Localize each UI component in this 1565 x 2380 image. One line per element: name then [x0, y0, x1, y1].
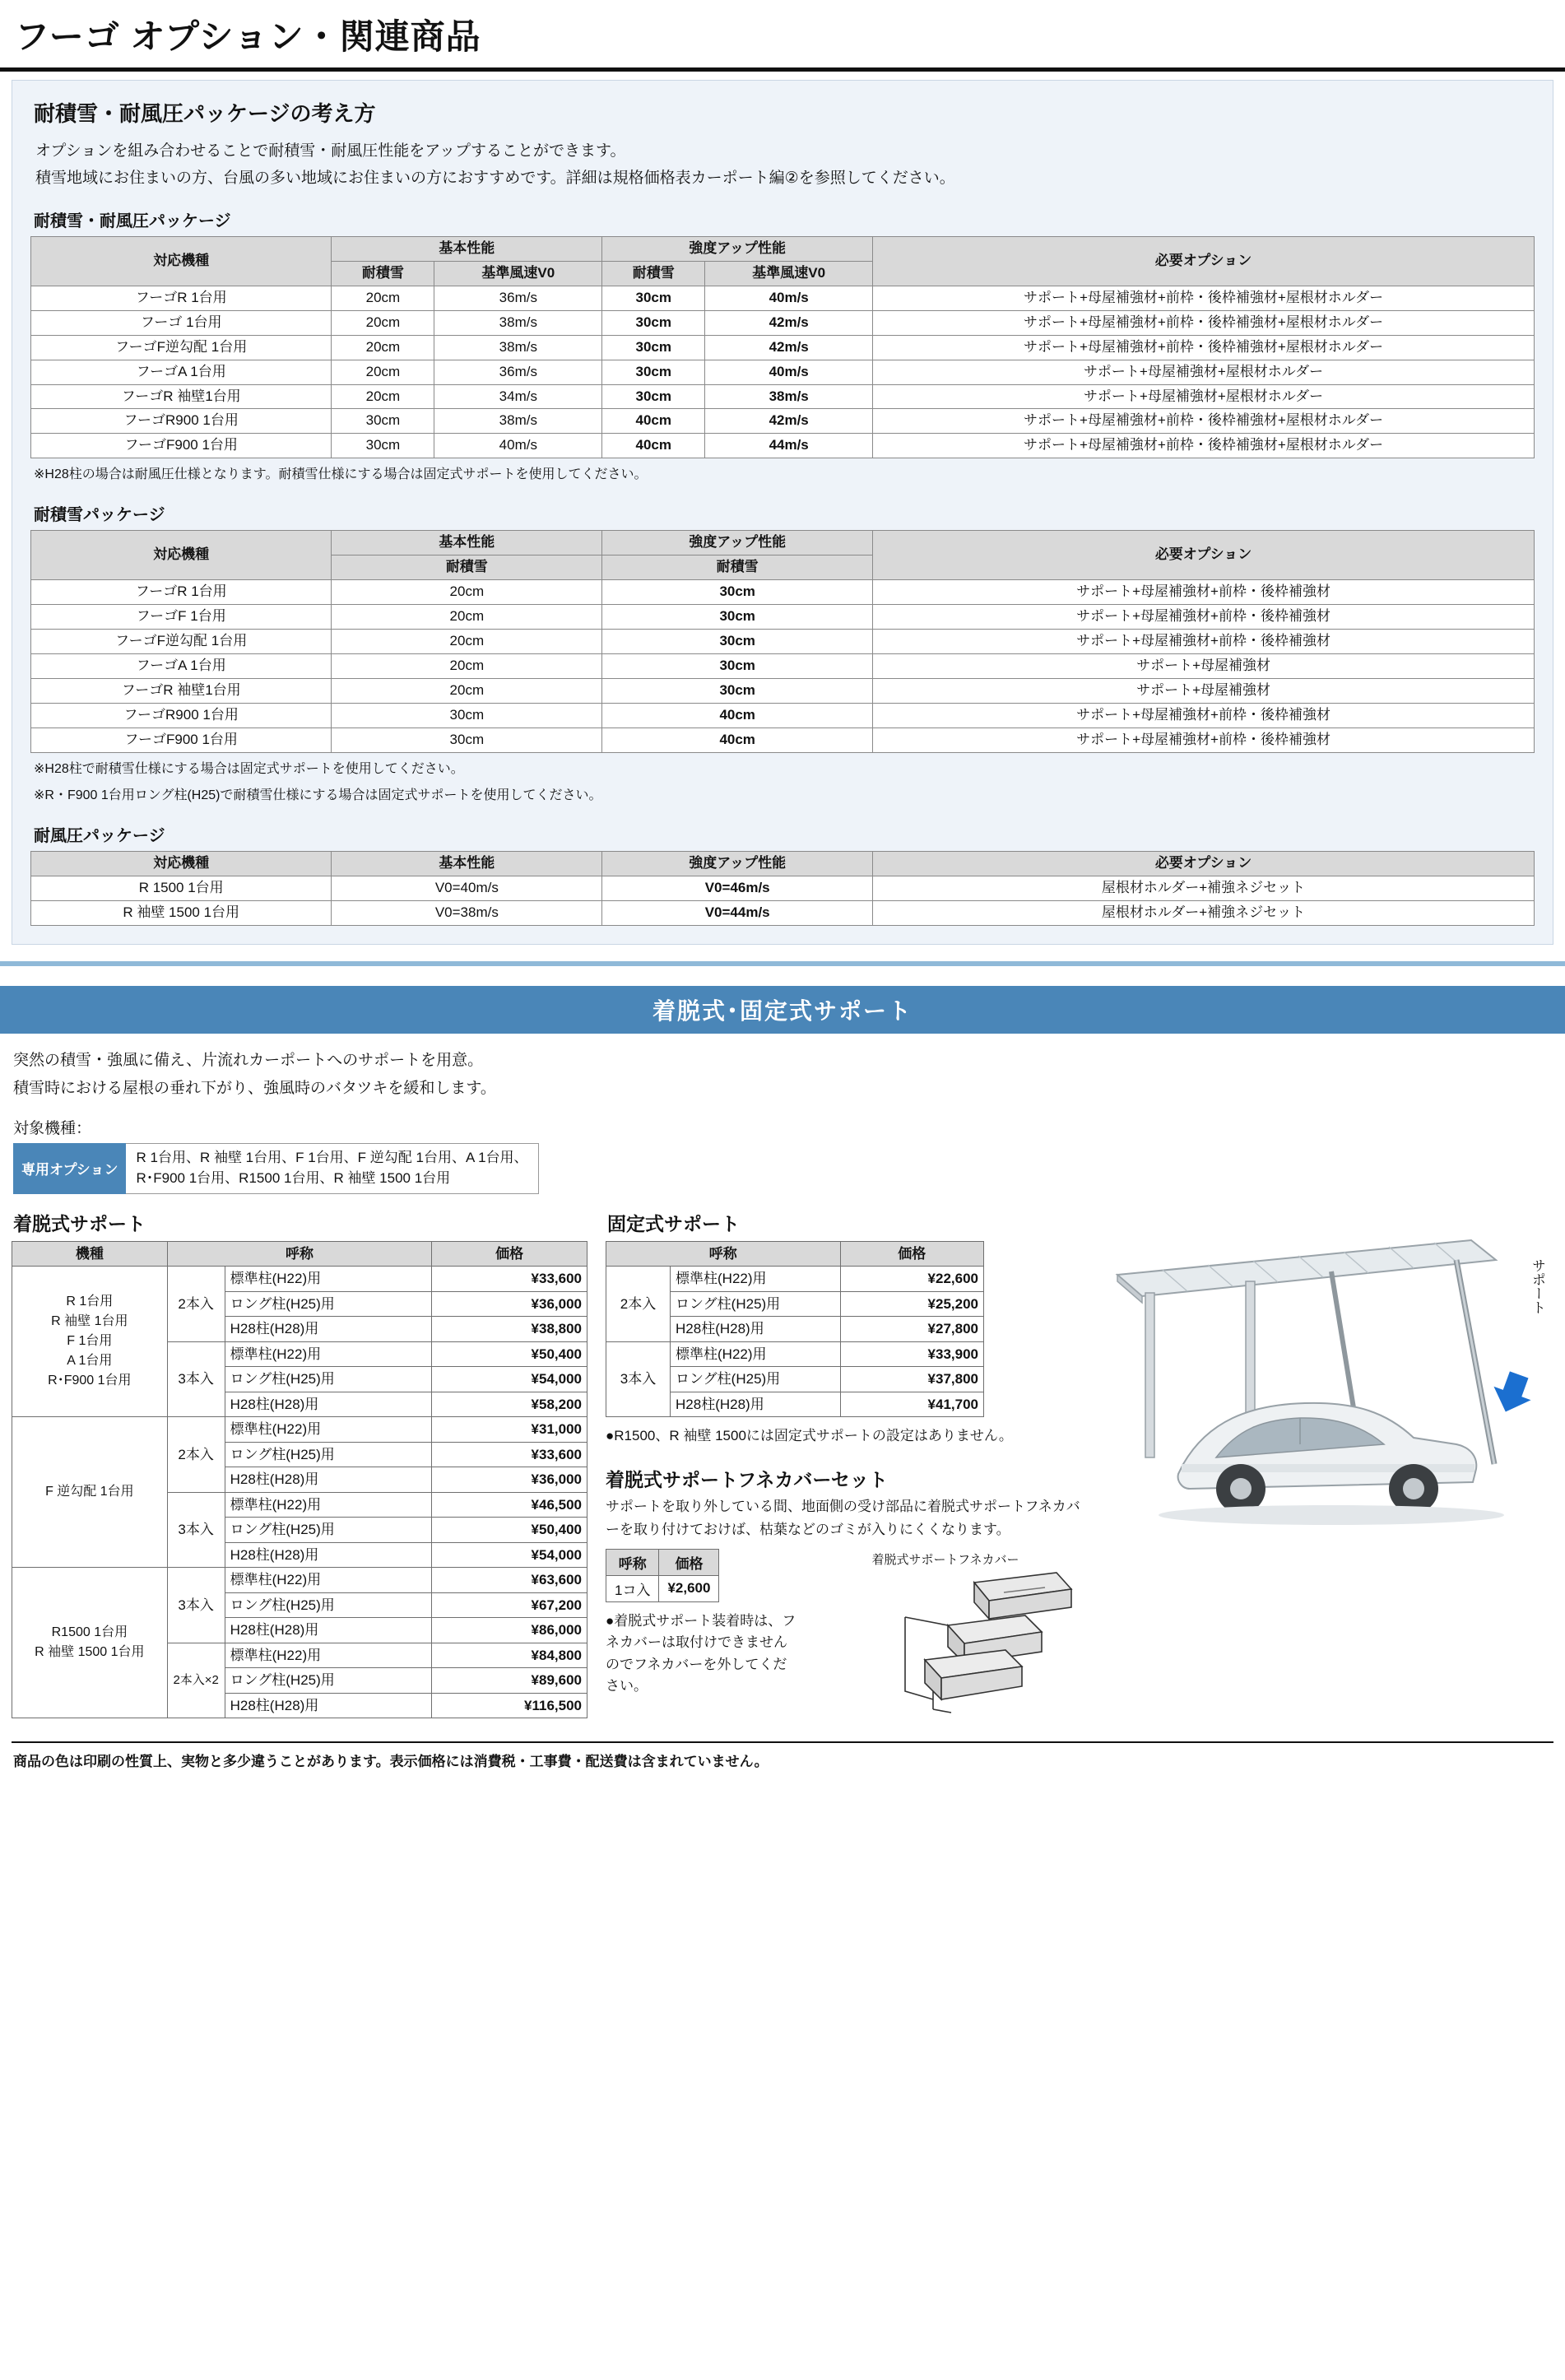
- cell-option: サポート+母屋補強材+前枠・後枠補強材+屋根材ホルダー: [873, 434, 1535, 458]
- header-option: 必要オプション: [873, 531, 1535, 580]
- cell-option: サポート+母屋補強材+前枠・後枠補強材: [873, 630, 1535, 654]
- cell-name: ロング柱(H25)用: [671, 1291, 841, 1317]
- table-row: [31, 409, 1535, 434]
- cell-option: サポート+母屋補強材: [873, 678, 1535, 703]
- cell-name: 標準柱(H22)用: [225, 1341, 432, 1367]
- header-model: 対応機種: [31, 531, 332, 580]
- header-up-snow: 耐積雪: [602, 555, 873, 580]
- cell-price: ¥25,200: [840, 1291, 983, 1317]
- cell-up-wind: 40m/s: [705, 360, 873, 384]
- cell-model: フーゴF900 1台用: [31, 727, 332, 752]
- header-model: 対応機種: [31, 851, 332, 876]
- cell-option: サポート+母屋補強材: [873, 654, 1535, 679]
- cell-up: 30cm: [602, 605, 873, 630]
- cell-basic: 30cm: [332, 727, 602, 752]
- cell-name: 標準柱(H22)用: [671, 1341, 841, 1367]
- cell-name: ロング柱(H25)用: [671, 1367, 841, 1392]
- cell-basic: V0=38m/s: [332, 900, 602, 925]
- table1-note: ※H28柱の場合は耐風圧仕様となります。耐積雪仕様にする場合は固定式サポートを使用してください。: [34, 467, 648, 482]
- cell-model: R 1500 1台用: [31, 876, 332, 900]
- cell-basic-snow: 20cm: [332, 310, 434, 335]
- target-models-box: [13, 1143, 1553, 1193]
- cell-basic-wind: 40m/s: [434, 434, 602, 458]
- cell-name: 標準柱(H22)用: [225, 1417, 432, 1443]
- table-row: [31, 286, 1535, 310]
- cell-up-wind: 42m/s: [705, 409, 873, 434]
- table-row: [31, 727, 1535, 752]
- table-header-row: [31, 531, 1535, 555]
- snow-wind-package-table: [30, 236, 1535, 458]
- table-row: [31, 703, 1535, 727]
- cell-price: ¥54,000: [432, 1367, 587, 1392]
- table-row: [31, 335, 1535, 360]
- cell-name: ロング柱(H25)用: [225, 1668, 432, 1694]
- cell-basic: 20cm: [332, 580, 602, 605]
- header-option: 必要オプション: [873, 236, 1535, 286]
- target-models-text: [126, 1143, 538, 1193]
- carport-illustration-column: [1081, 1209, 1553, 1720]
- cell-price: ¥50,400: [432, 1341, 587, 1367]
- cell-model: フーゴR900 1台用: [31, 703, 332, 727]
- table-row: [31, 360, 1535, 384]
- cell-basic-wind: 36m/s: [434, 286, 602, 310]
- fixed-support-heading: 固定式サポート: [607, 1212, 740, 1234]
- cell-price: ¥27,800: [840, 1317, 983, 1342]
- table3-label: 耐風圧パッケージ: [34, 826, 165, 845]
- cell-option: サポート+母屋補強材+前枠・後枠補強材: [873, 580, 1535, 605]
- section-lead-2: 積雪地域にお住まいの方、台風の多い地域にお住まいの方におすすめです。詳細は規格価格表カーポート編②を参照してください。: [35, 170, 955, 188]
- cell-model: R1500 1台用 R 袖壁 1500 1台用: [12, 1568, 168, 1718]
- cell-up-snow: 30cm: [602, 310, 705, 335]
- cell-basic-wind: 36m/s: [434, 360, 602, 384]
- cell-name: H28柱(H28)用: [225, 1317, 432, 1342]
- cell-basic: 20cm: [332, 630, 602, 654]
- page-title: フーゴ オプション・関連商品: [15, 17, 481, 56]
- header-model: 機種: [12, 1241, 168, 1267]
- cell-up: V0=44m/s: [602, 900, 873, 925]
- header-model: 対応機種: [31, 236, 332, 286]
- cell-up-snow: 30cm: [602, 335, 705, 360]
- cell-basic-wind: 38m/s: [434, 409, 602, 434]
- cell-option: 屋根材ホルダー+補強ネジセット: [873, 900, 1535, 925]
- cell-up-snow: 30cm: [602, 286, 705, 310]
- header-name: 呼称: [167, 1241, 432, 1267]
- wind-package-table: [30, 851, 1535, 926]
- header-price: 価格: [840, 1241, 983, 1267]
- title-divider: [0, 67, 1565, 72]
- support-callout-label: サポート: [1530, 1257, 1545, 1314]
- header-option: 必要オプション: [873, 851, 1535, 876]
- package-concept-panel: [12, 80, 1553, 945]
- cell-name: H28柱(H28)用: [671, 1317, 841, 1342]
- header-name: 呼称: [606, 1549, 659, 1575]
- target-models-line-1: R 1台用、R 袖壁 1台用、F 1台用、F 逆勾配 1台用、A 1台用、: [136, 1150, 528, 1166]
- cell-price: ¥54,000: [432, 1542, 587, 1568]
- table-header-row: [606, 1549, 719, 1575]
- cell-count: 2本入×2: [167, 1643, 225, 1718]
- cell-model: フーゴF 1台用: [31, 605, 332, 630]
- cell-count: 2本入: [167, 1417, 225, 1493]
- snow-package-table: [30, 530, 1535, 752]
- header-basic-snow: 耐積雪: [332, 261, 434, 286]
- header-up: 強度アップ性能: [602, 851, 873, 876]
- table-row: [12, 1417, 587, 1443]
- cell-model: フーゴR 1台用: [31, 286, 332, 310]
- cell-count: 3本入: [167, 1492, 225, 1568]
- cell-option: サポート+母屋補強材+前枠・後枠補強材+屋根材ホルダー: [873, 409, 1535, 434]
- cell-name: ロング柱(H25)用: [225, 1518, 432, 1543]
- cell-option: サポート+母屋補強材+屋根材ホルダー: [873, 384, 1535, 409]
- fune-cover-illustration: [810, 1568, 1081, 1716]
- header-basic: 基本性能: [332, 531, 602, 555]
- support-section: [0, 1034, 1565, 1720]
- cell-basic: V0=40m/s: [332, 876, 602, 900]
- cell-up-snow: 40cm: [602, 409, 705, 434]
- cell-price: ¥37,800: [840, 1367, 983, 1392]
- cell-up: 30cm: [602, 678, 873, 703]
- fixed-support-column: [587, 1209, 1081, 1720]
- cell-basic-snow: 20cm: [332, 286, 434, 310]
- table-row: [31, 876, 1535, 900]
- cell-count: 3本入: [167, 1341, 225, 1417]
- cell-price: ¥2,600: [659, 1575, 719, 1601]
- cell-option: サポート+母屋補強材+前枠・後枠補強材: [873, 605, 1535, 630]
- cell-price: ¥36,000: [432, 1291, 587, 1317]
- cell-price: ¥86,000: [432, 1618, 587, 1643]
- cell-model: R 1台用 R 袖壁 1台用 F 1台用 A 1台用 R･F900 1台用: [12, 1267, 168, 1417]
- fune-cover-caption: 着脱式サポートフネカバー: [871, 1552, 1019, 1567]
- cell-model: フーゴR 袖壁1台用: [31, 678, 332, 703]
- cell-price: ¥58,200: [432, 1392, 587, 1417]
- cell-model: フーゴF900 1台用: [31, 434, 332, 458]
- cell-model: フーゴR 1台用: [31, 580, 332, 605]
- cell-name: H28柱(H28)用: [225, 1392, 432, 1417]
- cell-name: 標準柱(H22)用: [225, 1568, 432, 1593]
- cell-price: ¥116,500: [432, 1693, 587, 1718]
- cell-model: フーゴF逆勾配 1台用: [31, 335, 332, 360]
- cell-price: ¥46,500: [432, 1492, 587, 1518]
- cell-name: 1コ入: [606, 1575, 659, 1601]
- exclusive-option-tag: 専用オプション: [13, 1143, 126, 1193]
- cell-up-wind: 38m/s: [705, 384, 873, 409]
- table-row: [31, 630, 1535, 654]
- support-section-band: 着脱式･固定式サポート: [0, 986, 1565, 1034]
- cell-price: ¥22,600: [840, 1267, 983, 1292]
- cell-price: ¥89,600: [432, 1668, 587, 1694]
- footer-note: 商品の色は印刷の性質上、実物と多少違うことがあります。表示価格には消費税・工事費・配送費は含まれていません。: [13, 1753, 769, 1769]
- cell-up-wind: 44m/s: [705, 434, 873, 458]
- cell-price: ¥36,000: [432, 1467, 587, 1493]
- cell-basic-snow: 30cm: [332, 409, 434, 434]
- table-row: [31, 384, 1535, 409]
- header-name: 呼称: [606, 1241, 841, 1267]
- cell-up: 40cm: [602, 727, 873, 752]
- cell-count: 3本入: [167, 1568, 225, 1643]
- fune-cover-note: ●着脱式サポート装着時は、フネカバーは取付けできませんのでフネカバーを外してください。: [606, 1612, 796, 1694]
- table-row: [606, 1341, 984, 1367]
- header-basic: 基本性能: [332, 851, 602, 876]
- table-header-row: [31, 851, 1535, 876]
- header-price: 価格: [432, 1241, 587, 1267]
- cell-basic-snow: 20cm: [332, 360, 434, 384]
- table-header-row: [606, 1241, 984, 1267]
- cell-name: ロング柱(H25)用: [225, 1367, 432, 1392]
- cell-model: フーゴA 1台用: [31, 360, 332, 384]
- section-heading: 耐積雪・耐風圧パッケージの考え方: [34, 101, 376, 126]
- cell-count: 2本入: [167, 1267, 225, 1342]
- header-up-wind: 基準風速V0: [705, 261, 873, 286]
- table-row: [12, 1568, 587, 1593]
- cell-model: フーゴR 袖壁1台用: [31, 384, 332, 409]
- cell-up-wind: 42m/s: [705, 335, 873, 360]
- cell-up-snow: 30cm: [602, 384, 705, 409]
- cell-option: サポート+母屋補強材+前枠・後枠補強材: [873, 703, 1535, 727]
- section-lead-1: オプションを組み合わせることで耐積雪・耐風圧性能をアップすることができます。: [35, 142, 626, 160]
- cell-price: ¥33,600: [432, 1442, 587, 1467]
- table-row: [31, 580, 1535, 605]
- table1-label: 耐積雪・耐風圧パッケージ: [34, 212, 231, 230]
- cell-model: R 袖壁 1500 1台用: [31, 900, 332, 925]
- cell-price: ¥63,600: [432, 1568, 587, 1593]
- cell-basic: 30cm: [332, 703, 602, 727]
- cell-up-wind: 40m/s: [705, 286, 873, 310]
- cell-up: 40cm: [602, 703, 873, 727]
- header-basic: 基本性能: [332, 236, 602, 261]
- cell-name: 標準柱(H22)用: [225, 1267, 432, 1292]
- cell-basic: 20cm: [332, 678, 602, 703]
- cell-up: 30cm: [602, 630, 873, 654]
- table-row: [31, 310, 1535, 335]
- table2-note-2: ※R・F900 1台用ロング柱(H25)で耐積雪仕様にする場合は固定式サポートを使用してください。: [34, 788, 602, 802]
- cell-price: ¥67,200: [432, 1592, 587, 1618]
- cell-name: ロング柱(H25)用: [225, 1442, 432, 1467]
- cell-price: ¥33,600: [432, 1267, 587, 1292]
- fune-cover-text: サポートを取り外している間、地面側の受け部品に着脱式サポートフネカバーを取り付けておけば、枯葉などのゴミが入りにくくなります。: [606, 1499, 1080, 1537]
- carport-illustration: [1084, 1217, 1545, 1563]
- fixed-support-price-table: [606, 1241, 984, 1418]
- support-pointer-arrow: [1487, 1368, 1538, 1419]
- header-price: 価格: [659, 1549, 719, 1575]
- header-basic-wind: 基準風速V0: [434, 261, 602, 286]
- cell-option: サポート+母屋補強材+前枠・後枠補強材+屋根材ホルダー: [873, 310, 1535, 335]
- cell-basic-wind: 38m/s: [434, 335, 602, 360]
- fune-cover-illustration-wrap: [810, 1549, 1081, 1720]
- cell-option: サポート+母屋補強材+前枠・後枠補強材+屋根材ホルダー: [873, 286, 1535, 310]
- cell-up: V0=46m/s: [602, 876, 873, 900]
- table-row: [31, 654, 1535, 679]
- cell-name: 標準柱(H22)用: [671, 1267, 841, 1292]
- cell-price: ¥33,900: [840, 1341, 983, 1367]
- detach-support-heading: 着脱式サポート: [13, 1212, 146, 1234]
- cell-up-snow: 30cm: [602, 360, 705, 384]
- header-up-snow: 耐積雪: [602, 261, 705, 286]
- cell-basic: 20cm: [332, 605, 602, 630]
- fune-cover-price-table: [606, 1549, 719, 1602]
- cell-up: 30cm: [602, 654, 873, 679]
- cell-name: ロング柱(H25)用: [225, 1291, 432, 1317]
- cell-name: H28柱(H28)用: [225, 1618, 432, 1643]
- cell-name: H28柱(H28)用: [225, 1542, 432, 1568]
- support-lead-1: 突然の積雪・強風に備え、片流れカーポートへのサポートを用意。: [13, 1051, 484, 1069]
- cell-model: フーゴF逆勾配 1台用: [31, 630, 332, 654]
- fune-cover-row: [606, 1549, 1081, 1720]
- cell-count: 3本入: [606, 1341, 671, 1417]
- cell-price: ¥41,700: [840, 1392, 983, 1417]
- support-columns: [12, 1209, 1553, 1720]
- target-models-line-2: R･F900 1台用、R1500 1台用、R 袖壁 1500 1台用: [136, 1169, 451, 1186]
- cell-option: サポート+母屋補強材+屋根材ホルダー: [873, 360, 1535, 384]
- target-models-label: 対象機種：: [13, 1120, 92, 1138]
- cell-count: 2本入: [606, 1267, 671, 1342]
- table-row: [31, 434, 1535, 458]
- table-row: [31, 605, 1535, 630]
- cell-name: 標準柱(H22)用: [225, 1643, 432, 1668]
- cell-name: H28柱(H28)用: [671, 1392, 841, 1417]
- cell-price: ¥84,800: [432, 1643, 587, 1668]
- cell-basic-wind: 38m/s: [434, 310, 602, 335]
- cell-basic: 20cm: [332, 654, 602, 679]
- cell-model: フーゴR900 1台用: [31, 409, 332, 434]
- detach-support-price-table: [12, 1241, 587, 1719]
- cell-basic-wind: 34m/s: [434, 384, 602, 409]
- fune-cover-left: [606, 1549, 798, 1697]
- header-up: 強度アップ性能: [602, 236, 873, 261]
- cell-name: 標準柱(H22)用: [225, 1492, 432, 1518]
- cell-price: ¥38,800: [432, 1317, 587, 1342]
- table2-label: 耐積雪パッケージ: [34, 506, 165, 525]
- header-basic-snow: 耐積雪: [332, 555, 602, 580]
- cell-up-wind: 42m/s: [705, 310, 873, 335]
- cell-name: H28柱(H28)用: [225, 1693, 432, 1718]
- cell-option: サポート+母屋補強材+前枠・後枠補強材+屋根材ホルダー: [873, 335, 1535, 360]
- cell-model: フーゴ 1台用: [31, 310, 332, 335]
- table-row: [31, 678, 1535, 703]
- table-row: [31, 900, 1535, 925]
- table2-note-1: ※H28柱で耐積雪仕様にする場合は固定式サポートを使用してください。: [34, 761, 464, 776]
- cell-basic-snow: 20cm: [332, 384, 434, 409]
- header-up: 強度アップ性能: [602, 531, 873, 555]
- cell-up: 30cm: [602, 580, 873, 605]
- table-header-row: [31, 236, 1535, 261]
- cell-name: H28柱(H28)用: [225, 1467, 432, 1493]
- fixed-support-note: ●R1500、R 袖壁 1500には固定式サポートの設定はありません。: [606, 1428, 1013, 1444]
- cell-basic-snow: 20cm: [332, 335, 434, 360]
- table-header-row: [12, 1241, 587, 1267]
- table-row: [606, 1267, 984, 1292]
- cell-option: 屋根材ホルダー+補強ネジセット: [873, 876, 1535, 900]
- table-row: [12, 1267, 587, 1292]
- cell-option: サポート+母屋補強材+前枠・後枠補強材: [873, 727, 1535, 752]
- support-lead-2: 積雪時における屋根の垂れ下がり、強風時のバタツキを緩和します。: [13, 1079, 496, 1097]
- cell-model: フーゴA 1台用: [31, 654, 332, 679]
- table-row: [606, 1575, 719, 1601]
- cell-price: ¥31,000: [432, 1417, 587, 1443]
- cell-model: F 逆勾配 1台用: [12, 1417, 168, 1568]
- cell-up-snow: 40cm: [602, 434, 705, 458]
- cell-basic-snow: 30cm: [332, 434, 434, 458]
- detach-support-column: [12, 1209, 587, 1720]
- cell-price: ¥50,400: [432, 1518, 587, 1543]
- section-band-wrap: [0, 961, 1565, 1034]
- fune-cover-heading: 着脱式サポートフネカバーセット: [606, 1469, 888, 1491]
- cell-name: ロング柱(H25)用: [225, 1592, 432, 1618]
